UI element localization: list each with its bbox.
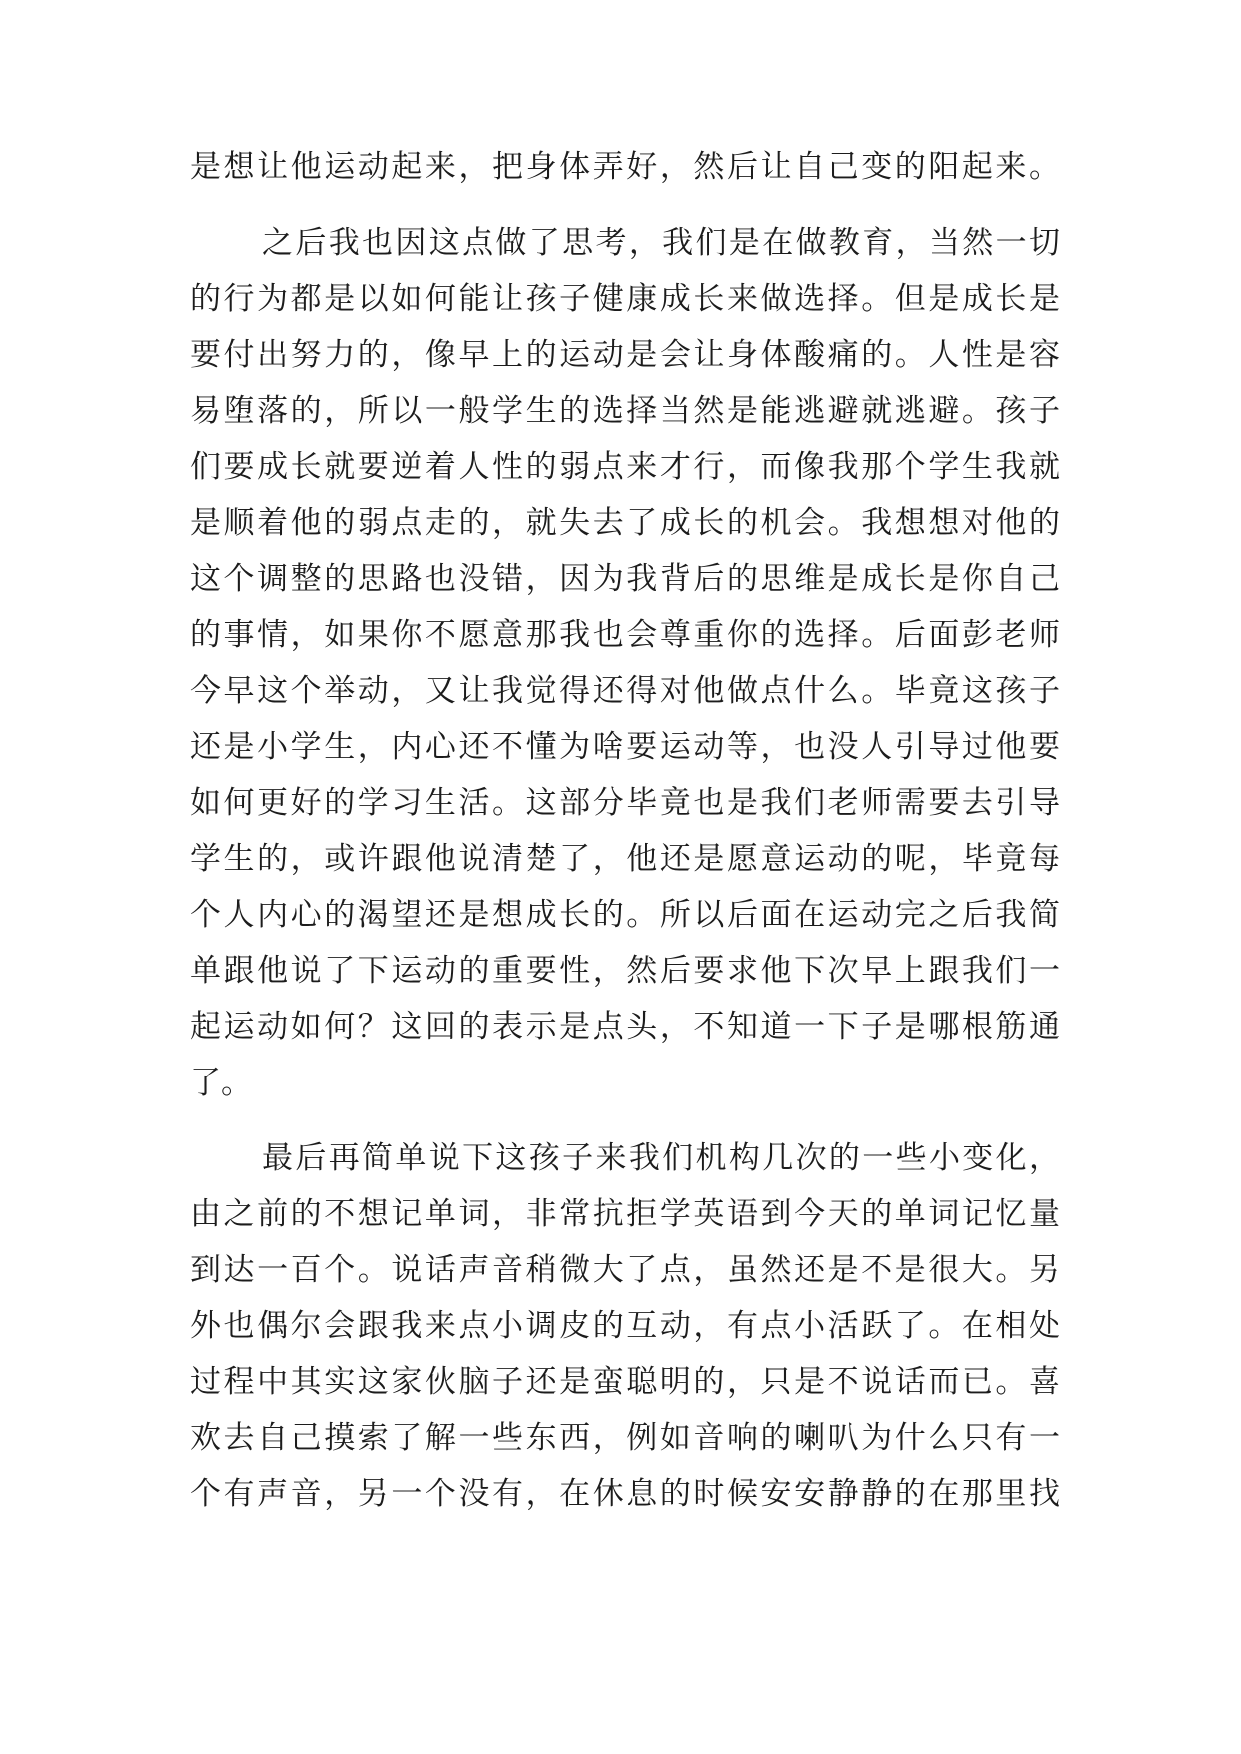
text-line: 单跟他说了下运动的重要性，然后要求他下次早上跟我们一 bbox=[190, 953, 1060, 989]
text-line: 是顺着他的弱点走的，就失去了成长的机会。我想想对他的 bbox=[190, 505, 1060, 541]
text-line: 如何更好的学习生活。这部分毕竟也是我们老师需要去引导 bbox=[190, 785, 1060, 821]
text-line: 的事情，如果你不愿意那我也会尊重你的选择。后面彭老师 bbox=[190, 617, 1060, 653]
text-line: 起运动如何？这回的表示是点头，不知道一下子是哪根筋通 bbox=[190, 1009, 1060, 1045]
paragraph-end-line: 了。 bbox=[190, 1065, 252, 1101]
text-line: 欢去自己摸索了解一些东西，例如音响的喇叭为什么只有一 bbox=[190, 1420, 1060, 1456]
text-line: 这个调整的思路也没错，因为我背后的思维是成长是你自己 bbox=[190, 561, 1060, 597]
text-line: 到达一百个。说话声音稍微大了点，虽然还是不是很大。另 bbox=[190, 1252, 1060, 1288]
paragraph-start-line: 之后我也因这点做了思考，我们是在做教育，当然一切 bbox=[262, 225, 1060, 261]
text-line: 个人内心的渴望还是想成长的。所以后面在运动完之后我简 bbox=[190, 897, 1060, 933]
text-line: 还是小学生，内心还不懂为啥要运动等，也没人引导过他要 bbox=[190, 729, 1060, 765]
text-line: 们要成长就要逆着人性的弱点来才行，而像我那个学生我就 bbox=[190, 449, 1060, 485]
text-line: 个有声音，另一个没有，在休息的时候安安静静的在那里找 bbox=[190, 1476, 1060, 1512]
text-line: 易堕落的，所以一般学生的选择当然是能逃避就逃避。孩子 bbox=[190, 393, 1060, 429]
text-line: 的行为都是以如何能让孩子健康成长来做选择。但是成长是 bbox=[190, 281, 1060, 317]
text-line: 外也偶尔会跟我来点小调皮的互动，有点小活跃了。在相处 bbox=[190, 1308, 1060, 1344]
text-line: 今早这个举动，又让我觉得还得对他做点什么。毕竟这孩子 bbox=[190, 673, 1060, 709]
text-line: 是想让他运动起来，把身体弄好，然后让自己变的阳起来。 bbox=[190, 149, 1060, 185]
paragraph-start-line: 最后再简单说下这孩子来我们机构几次的一些小变化， bbox=[262, 1140, 1060, 1176]
text-line: 要付出努力的，像早上的运动是会让身体酸痛的。人性是容 bbox=[190, 337, 1060, 373]
text-line: 过程中其实这家伙脑子还是蛮聪明的，只是不说话而已。喜 bbox=[190, 1364, 1060, 1400]
text-line: 由之前的不想记单词，非常抗拒学英语到今天的单词记忆量 bbox=[190, 1196, 1060, 1232]
text-line: 学生的，或许跟他说清楚了，他还是愿意运动的呢，毕竟每 bbox=[190, 841, 1060, 877]
